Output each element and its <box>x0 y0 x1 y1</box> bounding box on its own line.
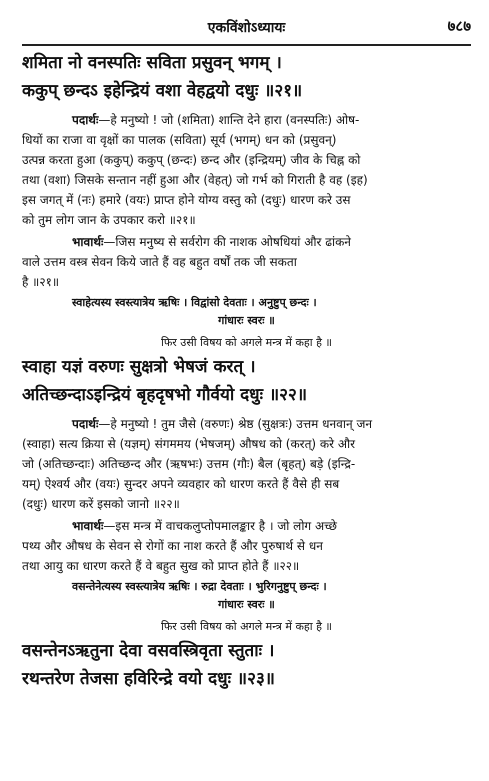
padartha-21 <box>22 110 471 230</box>
padartha-21-l1: —हे मनुष्यो ! जो (शमिता) शान्ति देने हारा (वनस्पतिः) ओष- <box>98 113 360 127</box>
mantra-21-line-1: शमिता नो वनस्पतिः सविता प्रसुवन् भगम् । <box>22 53 282 73</box>
bhavartha-22-l3: तथा आयु का धारण करते हैं वे बहुत सुख को प्राप्त होते हैं ॥२२॥ <box>22 559 300 573</box>
mantra-22-rishi: स्वाहेत्यस्य स्वस्त्यात्रेय ऋषिः । विद्वांसो देवताः । अनुष्टुप् छन्दः । <box>72 296 317 309</box>
mantra-23-intro: फिर उसी विषय को अगले मन्त्र में कहा है ॥ <box>160 620 333 633</box>
padartha-22-l4: यम्) ऐश्वर्य और (वयः) सुन्दर अपने व्यवहार को धारण करते हैं वैसे ही सब <box>22 477 340 491</box>
mantra-22-line-1: स्वाहा यज्ञं वरुणः सुक्षत्रो भेषजं करत् । <box>22 357 256 377</box>
padartha-22 <box>22 414 471 514</box>
padartha-label: पदार्थः <box>72 113 99 127</box>
bhavartha-label: भावार्थः <box>72 519 104 533</box>
padartha-22-l1: —हे मनुष्यो ! तुम जैसे (वरुणः) श्रेष्ठ (सुक्षत्रः) उत्तम धनवान् जन <box>98 417 373 431</box>
mantra-23-svara: गांधारः स्वरः ॥ <box>218 598 275 611</box>
chapter-title: एकविंशोऽध्यायः <box>207 20 286 36</box>
bhavartha-21 <box>22 232 471 292</box>
mantra-23-line-2: रथन्तरेण तेजसा हविरिन्द्रे वयो दधुः ॥२३॥ <box>22 669 275 689</box>
bhavartha-22-l1: —इस मन्त्र में वाचकलुप्तोपमालङ्कार है । जो लोग अच्छे <box>103 519 337 533</box>
mantra-23-line-1: वसन्तेनऽऋतुना देवा वसवस्त्रिवृता स्तुताः । <box>22 641 275 661</box>
page-header <box>22 0 471 46</box>
mantra-21-line-2: ककुप् छन्दऽ इहेन्द्रियं वशा वेहद्वयो दधुः ॥२१॥ <box>22 81 303 101</box>
padartha-22-l5: (दधुः) धारण करें इसको जानो ॥२२॥ <box>22 497 180 511</box>
padartha-21-l2: धियों का राजा वा वृक्षों का पालक (सविता) सूर्य (भगम्) धन को (प्रसुवन्) <box>22 133 337 147</box>
page-number: ७८७ <box>447 17 471 35</box>
padartha-21-l4: तथा (वशा) जिसके सन्तान नहीं हुआ और (वेहत्) जो गर्भ को गिराती है वह (इह) <box>22 173 368 187</box>
mantra-22-line-2: अतिच्छन्दाऽइन्द्रियं बृहदृषभो गौर्वयो दधुः ॥२२॥ <box>22 385 308 405</box>
mantra-22-svara: गांधारः स्वरः ॥ <box>218 314 275 327</box>
mantra-23-rishi: वसन्तेनेत्यस्य स्वस्त्यात्रेय ऋषिः । रुद्रा देवताः । भुरिगनुष्टुप् छन्दः । <box>72 580 327 593</box>
bhavartha-22 <box>22 516 471 576</box>
bhavartha-21-l2: वाले उत्तम वस्त्र सेवन किये जाते हैं वह बहुत वर्षों तक जी सकता <box>22 255 297 269</box>
mantra-22-intro: फिर उसी विषय को अगले मन्त्र में कहा है ॥ <box>160 336 333 349</box>
padartha-21-l3: उत्पन्न करता हुआ (ककुप्) ककुप् (छन्दः) छन्द और (इन्द्रियम्) जीव के चिह्न को <box>22 153 361 167</box>
bhavartha-21-l3: है ॥२१॥ <box>22 275 60 289</box>
padartha-21-l5: इस जगत् में (नः) हमारे (वयः) प्राप्त होने योग्य वस्तु को (दधुः) धारण करे उस <box>22 193 351 207</box>
bhavartha-label: भावार्थः <box>72 235 104 249</box>
bhavartha-22-l2: पथ्य और औषध के सेवन से रोगों का नाश करते हैं और पुरुषार्थ से धन <box>22 539 323 553</box>
padartha-22-l3: जो (अतिच्छन्दाः) अतिच्छन्द और (ऋषभः) उत्तम (गौः) बैल (बृहत्) बड़े (इन्द्रि- <box>22 457 356 471</box>
padartha-21-l6: को तुम लोग जान के उपकार करो ॥२१॥ <box>22 213 196 227</box>
padartha-label: पदार्थः <box>72 417 99 431</box>
bhavartha-21-l1: —जिस मनुष्य से सर्वरोग की नाशक ओषधियां और ढांकने <box>103 235 351 249</box>
padartha-22-l2: (स्वाहा) सत्य क्रिया से (यज्ञम्) संगममय (भेषजम्) औषध को (करत्) करे और <box>22 437 356 451</box>
